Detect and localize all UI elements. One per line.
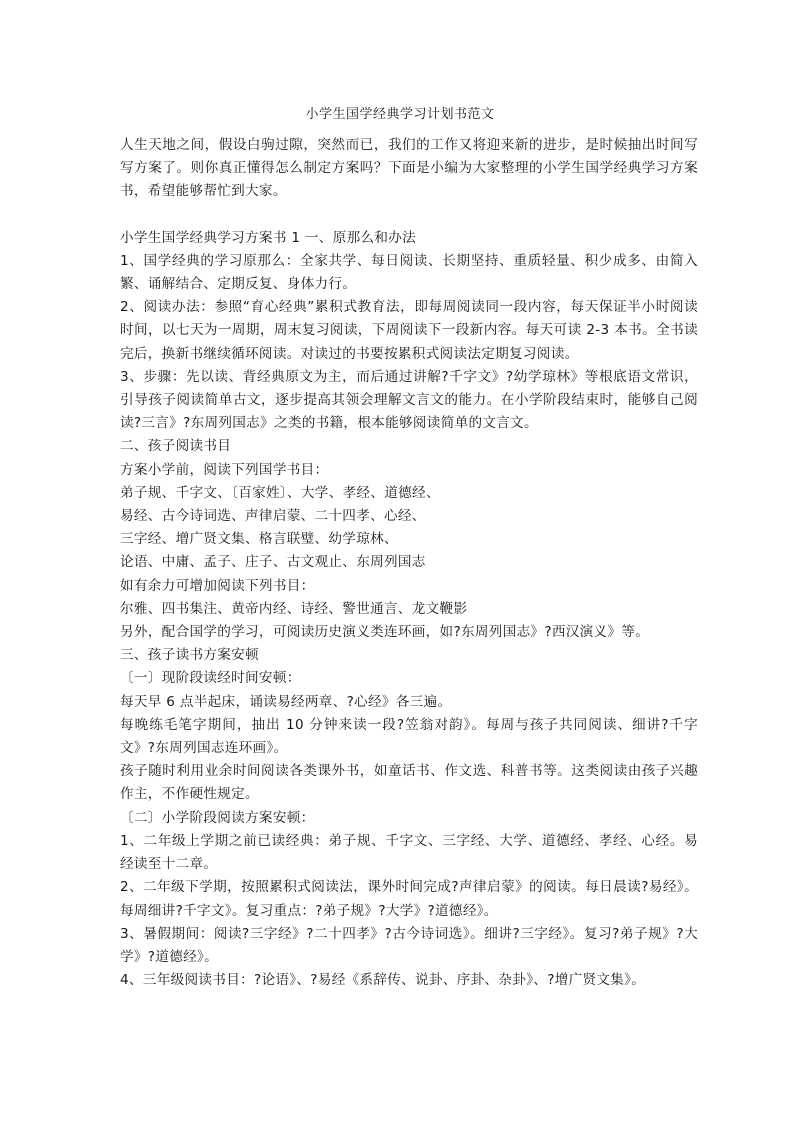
extra-books-intro: 如有余力可增加阅读下列书目： [120, 577, 315, 594]
booklist-line-3: 三字经、增广贤文集、格言联璧、幼学琼林、 [120, 531, 398, 548]
booklist-line-4: 论语、中庸、孟子、庄子、古文观止、东周列国志 [120, 554, 426, 571]
section-heading-books: 二、孩子阅读书目 [120, 438, 232, 455]
subsection-current: 〔一〕现阶段读经时间安顿： [120, 670, 301, 687]
document-title: 小学生国学经典学习计划书范文 [305, 107, 495, 122]
subsection-primary: 〔二〕小学阶段阅读方案安顿： [120, 809, 315, 826]
primary-item-1: 1、二年级上学期之前已读经典：弟子规、千字文、三字经、大学、道德经、孝经、心经。易经读至十二章。 [120, 832, 698, 873]
principle-item-1: 1、国学经典的学习原那么：全家共学、每日阅读、长期坚持、重质轻量、积少成多、由简入繁、诵解结合、定期反复、身体力行。 [120, 252, 698, 293]
schedule-morning: 每天早 6 点半起床，诵读易经两章、?心经》各三遍。 [120, 693, 452, 710]
comic-note: 另外，配合国学的学习，可阅读历史演义类连环画，如?东周列国志》?西汉演义》等。 [120, 624, 650, 641]
booklist-line-1: 弟子规、千字文、〔百家姓〕、大学、孝经、道德经、 [120, 484, 440, 501]
paragraph-gap [120, 204, 698, 227]
document-body [120, 134, 698, 992]
principle-item-3: 3、步骤：先以读、背经典原文为主，而后通过讲解?千字文》?幼学琼林》等根底语文常识，引导孩子阅读简单古文，逐步提高其领会理解文言文的能力。在小学阶段结束时，能够自己阅读?三言》?东周列国志》之类的书籍，根本能够阅读简单的文言文。 [120, 368, 698, 432]
booklist-line-2: 易经、古今诗词选、声律启蒙、二十四孝、心经、 [120, 508, 426, 525]
primary-item-4: 4、三年级阅读书目：?论语》、?易经《系辞传、说卦、序卦、杂卦》、?增广贤文集》。 [120, 972, 646, 989]
booklist-intro: 方案小学前，阅读下列国学书目： [120, 461, 329, 478]
principle-item-2: 2、阅读办法：参照“育心经典”累积式教育法，即每周阅读同一段内容，每天保证半小时阅读时间，以七天为一周期，周末复习阅读，下周阅读下一段新内容。每天可读 2-3 本书。全书读完后，换新书继续循环阅读。对读过的书要按累积式阅读法定期复习阅读。 [120, 299, 698, 362]
schedule-evening: 每晚练毛笔字期间，抽出 10 分钟来读一段?笠翁对韵》。每周与孩子共同阅读、细讲?千字文》?东周列国志连环画》。 [120, 716, 698, 757]
primary-item-2: 2、二年级下学期，按照累积式阅读法，课外时间完成?声律启蒙》的阅读。每日晨读?易经》。每周细讲?千字文》。复习重点：?弟子规》?大学》?道德经》。 [120, 879, 698, 919]
section-heading-plan: 小学生国学经典学习方案书 1 一、原那么和办法 [120, 229, 417, 246]
section-heading-schedule: 三、孩子读书方案安顿 [120, 647, 259, 664]
intro-paragraph: 人生天地之间，假设白驹过隙，突然而已，我们的工作又将迎来新的进步，是时候抽出时间写写方案了。则你真正懂得怎么制定方案吗？下面是小编为大家整理的小学生国学经典学习方案书，希望能够帮忙到大家。 [120, 137, 698, 200]
primary-item-3: 3、暑假期间：阅读?三字经》?二十四孝》?古今诗词选》。细讲?三字经》。复习?弟子规》?大学》?道德经》。 [120, 925, 698, 965]
extra-books-line: 尔雅、四书集注、黄帝内经、诗经、警世通言、龙文鞭影 [120, 600, 468, 617]
schedule-leisure: 孩子随时利用业余时间阅读各类课外书，如童话书、作文选、科普书等。这类阅读由孩子兴趣作主，不作硬性规定。 [120, 763, 698, 803]
